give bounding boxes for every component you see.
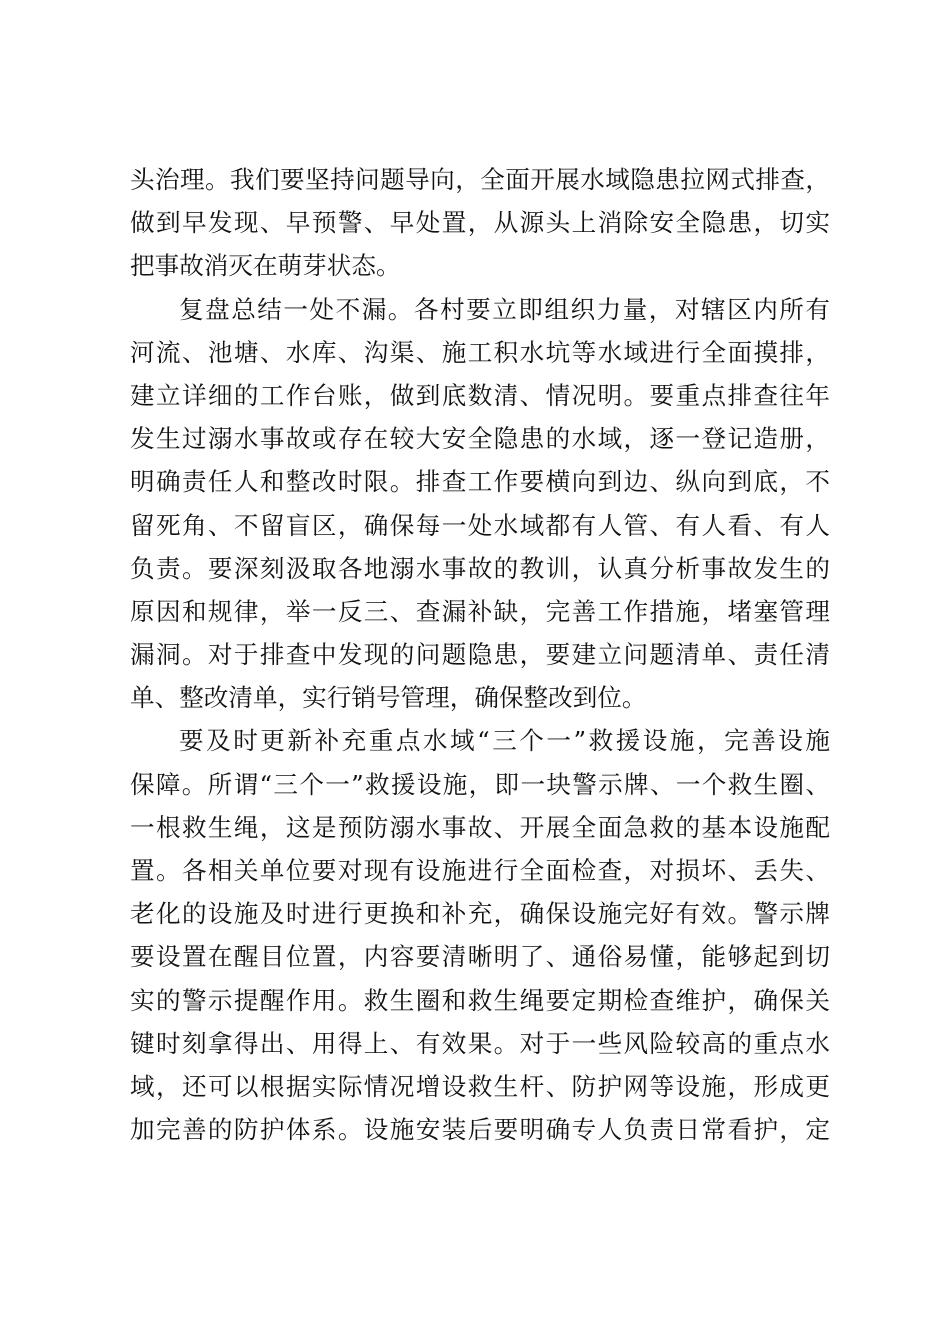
text-line: 一根救生绳，这是预防溺水事故、开展全面急救的基本设施配: [130, 812, 830, 842]
text-line: 键时刻拿得出、用得上、有效果。对于一些风险较高的重点水: [130, 1028, 830, 1058]
text-line: 置。各相关单位要对现有设施进行全面检查，对损坏、丢失、: [130, 856, 830, 885]
text-line: 河流、池塘、水库、沟渠、施工积水坑等水域进行全面摸排，: [130, 337, 830, 367]
text-line: 把事故消灭在萌芽状态。: [130, 251, 401, 281]
text-line: 老化的设施及时进行更换和补充，确保设施完好有效。警示牌: [130, 899, 830, 929]
text-line: 明确责任人和整改时限。排查工作要横向到边、纵向到底，不: [130, 467, 830, 497]
text-line: 做到早发现、早预警、早处置，从源头上消除安全隐患，切实: [130, 208, 830, 238]
text-line: 要设置在醒目位置，内容要清晰明了、通俗易懂，能够起到切: [130, 942, 830, 972]
body-text: [130, 158, 830, 1151]
text-line: 实的警示提醒作用。救生圈和救生绳要定期检查维护，确保关: [130, 985, 830, 1015]
text-line: 保障。所谓“三个一”救援设施，即一块警示牌、一个救生圈、: [130, 769, 830, 799]
paragraph-first-line: 要及时更新补充重点水域“三个一”救援设施，完善设施: [179, 726, 830, 756]
text-line: 单、整改清单，实行销号管理，确保整改到位。: [130, 683, 647, 713]
text-line: 域，还可以根据实际情况增设救生杆、防护网等设施，形成更: [130, 1071, 830, 1101]
text-line: 漏洞。对于排查中发现的问题隐患，要建立问题清单、责任清: [130, 640, 830, 670]
text-line: 加完善的防护体系。设施安装后要明确专人负责日常看护，定: [130, 1115, 830, 1145]
text-line: 负责。要深刻汲取各地溺水事故的教训，认真分析事故发生的: [130, 553, 830, 583]
text-line: 建立详细的工作台账，做到底数清、情况明。要重点排查往年: [130, 380, 830, 410]
text-line: 头治理。我们要坚持问题导向，全面开展水域隐患拉网式排查，: [130, 165, 830, 194]
paragraph-first-line: 复盘总结一处不漏。各村要立即组织力量，对辖区内所有: [179, 294, 830, 324]
text-line: 原因和规律，举一反三、查漏补缺，完善工作措施，堵塞管理: [130, 596, 830, 626]
text-line: 留死角、不留盲区，确保每一处水域都有人管、有人看、有人: [130, 510, 830, 540]
text-line: 发生过溺水事故或存在较大安全隐患的水域，逐一登记造册，: [130, 424, 830, 454]
